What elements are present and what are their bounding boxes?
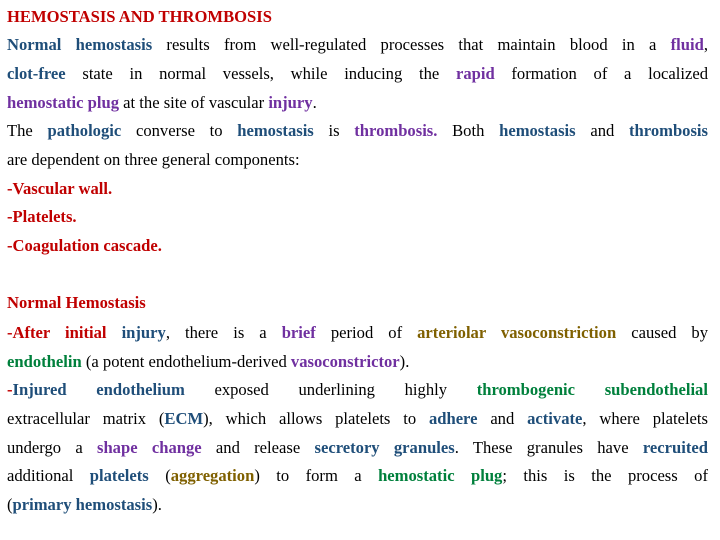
term-hemostatic-plug: hemostatic plug <box>378 466 503 485</box>
p2-line-4: additional platelets (aggregation) to form a hemostatic plug; this is the process of <box>7 466 708 485</box>
component-platelets: -Platelets. <box>7 207 77 226</box>
term-pathologic: pathologic <box>47 121 122 140</box>
term-aggregation: aggregation <box>170 466 255 485</box>
term-adhere: adhere <box>428 409 478 428</box>
intro-line-3: hemostatic plug at the site of vascular injury. <box>7 93 317 112</box>
intro-line-2: clot-free state in normal vessels, while inducing the rapid formation of a localized <box>7 64 708 83</box>
p1-line-1: -After initial injury, there is a brief period of arteriolar vasoconstriction caused by <box>7 323 708 342</box>
term-vasoconstrictor: vasoconstrictor <box>290 352 400 371</box>
term-thrombogenic: thrombogenic <box>476 380 576 399</box>
term-injured-endothelium: Injured endothelium <box>12 380 185 399</box>
component-coagulation-cascade: -Coagulation cascade. <box>7 236 162 255</box>
term-platelets: platelets <box>89 466 149 485</box>
term-rapid: rapid <box>455 64 495 83</box>
intro-line-1: Normal hemostasis results from well-regulated processes that maintain blood in a fluid, <box>7 35 708 54</box>
term-hemostasis: hemostasis <box>499 121 576 140</box>
term-hemostatic-plug: hemostatic plug <box>7 93 120 112</box>
term-normal: Normal <box>7 35 62 54</box>
term-hemostasis: hemostasis <box>75 35 153 54</box>
p1-line-2: endothelin (a potent endothelium-derived vasoconstrictor). <box>7 352 410 371</box>
term-arteriolar-vasoconstriction: arteriolar vasoconstriction <box>417 323 617 342</box>
term-endothelin: endothelin <box>7 352 82 371</box>
term-thrombosis: thrombosis. <box>354 121 438 140</box>
term-secretory-granules: secretory granules <box>314 438 455 457</box>
term-hemostasis: hemostasis <box>237 121 314 140</box>
document-title: HEMOSTASIS AND THROMBOSIS <box>7 7 272 26</box>
term-primary-hemostasis: primary hemostasis <box>12 495 153 514</box>
component-vascular-wall: -Vascular wall. <box>7 179 113 198</box>
term-activate: activate <box>527 409 583 428</box>
p2-line-5: (primary hemostasis). <box>7 495 162 514</box>
p2-line-3: undergo a shape change and release secretory granules. These granules have recruited <box>7 438 708 457</box>
term-recruited: recruited <box>642 438 708 457</box>
term-fluid: fluid <box>670 35 704 54</box>
term-subendothelial: subendothelial <box>604 380 708 399</box>
p2-line-1: -Injured endothelium exposed underlining highly thrombogenic subendothelial <box>7 380 708 399</box>
intro-line-5: are dependent on three general components: <box>7 150 300 169</box>
term-injury: injury <box>268 93 313 112</box>
section-heading: Normal Hemostasis <box>7 293 146 312</box>
term-injury: injury <box>121 323 166 342</box>
term-thrombosis: thrombosis <box>629 121 708 140</box>
p2-line-2: extracellular matrix (ECM), which allows platelets to adhere and activate, where platelets <box>7 409 708 428</box>
term-shape-change: shape change <box>97 438 202 457</box>
term-ecm: ECM <box>164 409 204 428</box>
term-clot-free: clot-free <box>7 64 66 83</box>
intro-line-4: The pathologic converse to hemostasis is thrombosis. Both hemostasis and thrombosis <box>7 121 708 140</box>
term-brief: brief <box>281 323 316 342</box>
